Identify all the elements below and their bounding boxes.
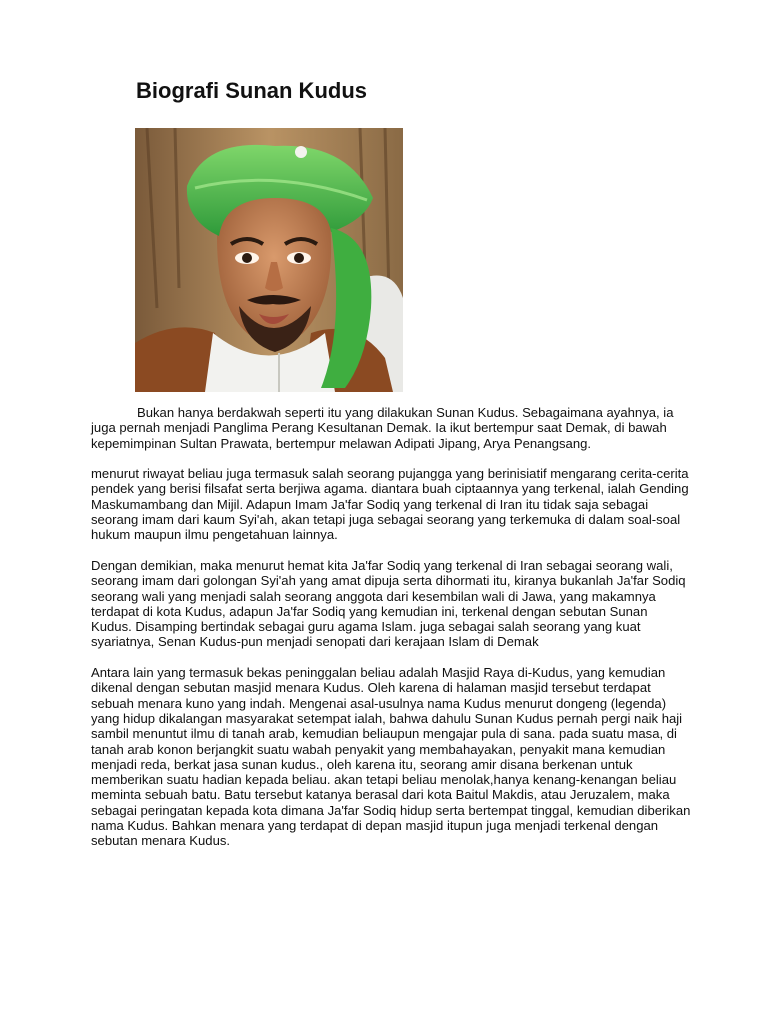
paragraph: Dengan demikian, maka menurut hemat kita Ja'far Sodiq yang terkenal di Iran sebagai seorang wali, seorang imam dari golongan Syi'ah yang amat dipuja serta dihormati itu, kiranya bukanlah Ja'far Sodiq seorang wali yang menjadi salah seorang anggota dari kesembilan wali di Jawa, yang makamnya terdapat di kota Kudus, adapun Ja'far Sodiq yang kemudian ini, terkenal dengan sebutan Sunan Kudus. Disamping bertindak sebagai guru agama Islam. juga sebagai salah seorang yang kuat syariatnya, Senan Kudus-pun menjadi senopati dari kerajaan Islam di Demak	[91, 557, 686, 650]
paragraph: menurut riwayat beliau juga termasuk salah seorang pujangga yang berinisiatif mengarang cerita-cerita pendek yang berisi filsafat serta berjiwa agama. diantara buah ciptaannya yang terkenal, ialah Gending Maskumambang dan Mijil. Adapun Imam Ja'far Sodiq yang terkenal di Iran itu tidak saja sebagai seorang imam dari kaum Syi'ah, akan tetapi juga sebagai seorang yang terkemuka di dalam soal-soal hukum maupun ilmu pengetahuan lainnya.	[91, 466, 689, 543]
article-body	[91, 405, 691, 864]
portrait-image	[135, 128, 403, 392]
paragraph: Bukan hanya berdakwah seperti itu yang dilakukan Sunan Kudus. Sebagaimana ayahnya, ia juga pernah menjadi Panglima Perang Kesultanan Demak. Ia ikut bertempur saat Demak, di bawah kepemimpinan Sultan Prawata, bertempur melawan Adipati Jipang, Arya Penangsang.	[91, 405, 674, 451]
page-title: Biografi Sunan Kudus	[136, 78, 367, 103]
paragraph: Antara lain yang termasuk bekas peninggalan beliau adalah Masjid Raya di-Kudus, yang kemudian dikenal dengan sebutan masjid menara Kudus. Oleh karena di halaman masjid tersebut terdapat sebuah menara kuno yang indah. Mengenai asal-usulnya nama Kudus menurut dongeng (legenda) yang hidup dikalangan masyarakat setempat ialah, bahwa dahulu Sunan Kudus pernah pergi naik haji sambil menuntut ilmu di tanah arab, kemudian beliaupun mengajar pula di sana. pada suatu masa, di tanah arab konon berjangkit suatu wabah penyakit yang membahayakan, penyakit mana kemudian menjadi reda, berkat jasa sunan kudus., oleh karena itu, seorang amir disana berkenan untuk memberikan suatu hadian kepada beliau. akan tetapi beliau menolak,hanya kenang-kenangan beliau meminta sebuah batu. Batu tersebut katanya berasal dari kota Baitul Makdis, atau Jeruzalem, maka sebagai peringatan kepada kota dimana Ja'far Sodiq hidup serta bertempat tinggal, kemudian diberikan nama Kudus. Bahkan menara yang terdapat di depan masjid itupun juga menjadi terkenal dengan sebutan menara Kudus.	[91, 665, 691, 849]
